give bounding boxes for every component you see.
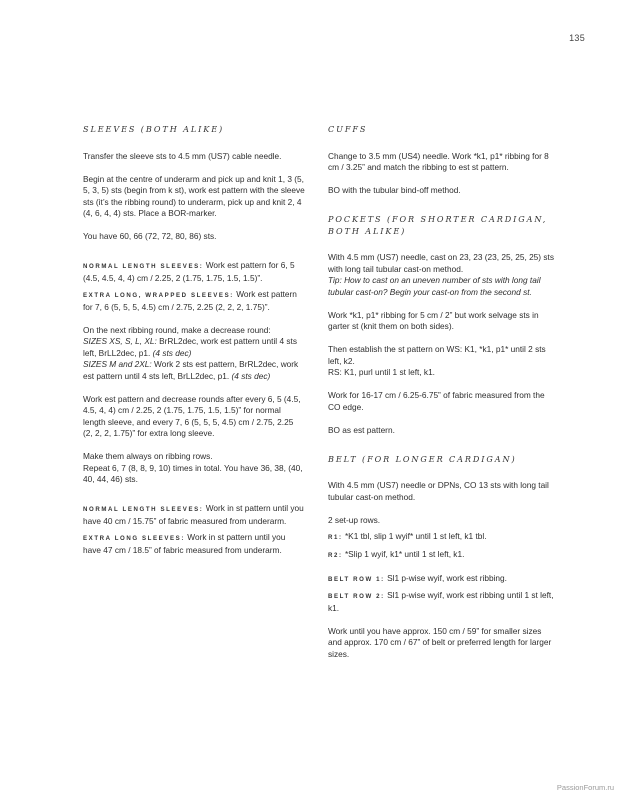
extra-long-instruction-2 bbox=[83, 532, 305, 556]
normal-length-text-2: Work in st pattern until you have 40 cm / 15.75” of fabric measured from underarm. bbox=[83, 503, 304, 526]
belt-row-1-text: Sl1 p-wise wyif, work est ribbing. bbox=[387, 572, 507, 583]
sleeves-transfer: Transfer the sleeve sts to 4.5 mm (US7) cable needle. bbox=[83, 150, 282, 161]
sleeves-you-have: You have 60, 66 (72, 72, 80, 86) sts. bbox=[83, 231, 217, 241]
sizes-1-text: BrRL2dec, work est pattern until 4 sts left, BrLL2dec, p1. bbox=[83, 336, 297, 358]
sleeves-heading: SLEEVES (BOTH ALIKE) bbox=[83, 124, 225, 134]
r1-text: *K1 tbl, slip 1 wyif* until 1 st left, k1 tbl. bbox=[344, 531, 487, 541]
normal-length-label-2: NORMAL LENGTH SLEEVES: bbox=[83, 506, 204, 513]
ribbing-rows-block bbox=[83, 451, 305, 486]
pockets-pattern-block bbox=[328, 344, 556, 379]
sizes-1-label: SIZES XS, S, L, XL: bbox=[83, 336, 157, 346]
left-column bbox=[83, 124, 305, 568]
extra-long-text-1: Work est pattern for 7, 6 (5, 5, 5, 4.5) cm / 2.75, 2.25 (2, 2, 2, 1.75)”. bbox=[83, 289, 297, 312]
pockets-cast-block bbox=[328, 252, 556, 298]
belt-row-1-label: BELT ROW 1: bbox=[328, 575, 385, 583]
cuffs-change: Change to 3.5 mm (US4) needle. Work *k1, p1* ribbing for 8 cm / 3.25” and match the ribbing to est st pattern. bbox=[328, 150, 549, 172]
pockets-work2: Work for 16-17 cm / 6.25-6.75” of fabric measured from the CO edge. bbox=[328, 390, 545, 412]
pockets-bo: BO as est pattern. bbox=[328, 424, 395, 435]
pockets-ws: Then establish the st pattern on WS: K1, *k1, p1* until 2 sts left, k2. bbox=[328, 344, 546, 366]
normal-length-text-1: Work est pattern for 6, 5 (4.5, 4.5, 4, 4) cm / 2.25, 2 (1.75, 1.75, 1.5, 1.5)”. bbox=[83, 260, 295, 283]
belt-row-2-text: Sl1 p-wise wyif, work est ribbing until 1 st left, k1. bbox=[328, 590, 554, 613]
belt-row-1 bbox=[328, 573, 556, 586]
decrease-intro: On the next ribbing round, make a decrease round: bbox=[83, 324, 271, 335]
r1-row bbox=[328, 531, 556, 544]
sizes-2-note: (4 sts dec) bbox=[231, 370, 271, 381]
watermark: PassionForum.ru bbox=[556, 783, 614, 792]
sizes-m-2xl bbox=[83, 359, 305, 382]
cuffs-bo: BO with the tubular bind-off method. bbox=[328, 185, 461, 195]
sleeves-begin: Begin at the centre of underarm and pick up and knit 1, 3 (5, 5, 3, 5) sts (begin from k st), work est pattern with the sleeve sts (it’s the ribbing round) to underarm, pick up and knit 2, 4 (4, 6, 4, 4) sts. Place a BOR-marker. bbox=[83, 173, 305, 218]
decrease-block bbox=[83, 325, 305, 383]
pockets-heading: POCKETS (FOR SHORTER CARDIGAN, BOTH ALIKE) bbox=[328, 214, 548, 236]
sizes-1-note: (4 sts dec) bbox=[152, 347, 192, 358]
sizes-2-text: Work 2 sts est pattern, BrRL2dec, work est pattern until 4 sts left, BrLL2dec, p1. bbox=[83, 359, 299, 381]
extra-long-label-2: EXTRA LONG SLEEVES: bbox=[83, 535, 185, 542]
pockets-work: Work *k1, p1* ribbing for 5 cm / 2” but work selvage sts in garter st (knit them on both sides). bbox=[328, 309, 539, 331]
sizes-2-label: SIZES M and 2XL: bbox=[83, 359, 152, 369]
extra-long-instruction-1 bbox=[83, 289, 305, 313]
right-column bbox=[328, 124, 556, 672]
r2-text: *Slip 1 wyif, k1* until 1 st left, k1. bbox=[344, 548, 465, 559]
repeat-total: Repeat 6, 7 (8, 8, 9, 10) times in total. You have 36, 38, (40, 40, 44, 46) sts. bbox=[83, 462, 303, 484]
sizes-xs-s-l-xl bbox=[83, 336, 305, 359]
normal-length-instruction-1 bbox=[83, 260, 305, 284]
extra-long-text-2: Work in st pattern until you have 47 cm / 18.5” of fabric measured from underarm. bbox=[83, 532, 286, 555]
extra-long-label-1: EXTRA LONG, WRAPPED SLEEVES: bbox=[83, 292, 234, 299]
belt-until: Work until you have approx. 150 cm / 59” for smaller sizes and approx. 170 cm / 67” of belt or preferred length for larger sizes. bbox=[328, 625, 552, 659]
belt-row-2 bbox=[328, 590, 556, 614]
make-them: Make them always on ribbing rows. bbox=[83, 451, 213, 461]
belt-row-2-label: BELT ROW 2: bbox=[328, 593, 385, 600]
page-number: 135 bbox=[569, 33, 585, 43]
r2-row bbox=[328, 549, 556, 562]
pockets-rs: RS: K1, purl until 1 st left, k1. bbox=[328, 367, 435, 377]
setup-rows: 2 set-up rows. bbox=[328, 514, 381, 525]
cuffs-heading: CUFFS bbox=[328, 124, 368, 134]
pockets-cast: With 4.5 mm (US7) needle, cast on 23, 23 (23, 25, 25, 25) sts with long tail tubular cast-on method. bbox=[328, 252, 554, 274]
belt-heading: BELT (FOR LONGER CARDIGAN) bbox=[328, 453, 517, 464]
r2-label: R2: bbox=[328, 551, 343, 559]
belt-with: With 4.5 mm (US7) needle or DPNs, CO 13 sts with long tail tubular cast-on method. bbox=[328, 480, 549, 502]
pockets-tip: Tip: How to cast on an uneven number of sts with long tail tubular cast-on? Begin your cast-on from the second st. bbox=[328, 275, 541, 297]
normal-length-instruction-2 bbox=[83, 503, 305, 527]
normal-length-label-1: NORMAL LENGTH SLEEVES: bbox=[83, 263, 204, 270]
work-est-decrease: Work est pattern and decrease rounds after every 6, 5 (4.5, 4.5, 4, 4) cm / 2.25, 2 (1.75, 1.75, 1.5, 1.5)” for normal length sleeve, and every 7, 6 (5, 5, 5, 4.5) cm / 2.75, 2.25 (2, 2, 2, 1.75)” for extra long sleeve. bbox=[83, 393, 301, 438]
r1-label: R1: bbox=[328, 534, 343, 541]
